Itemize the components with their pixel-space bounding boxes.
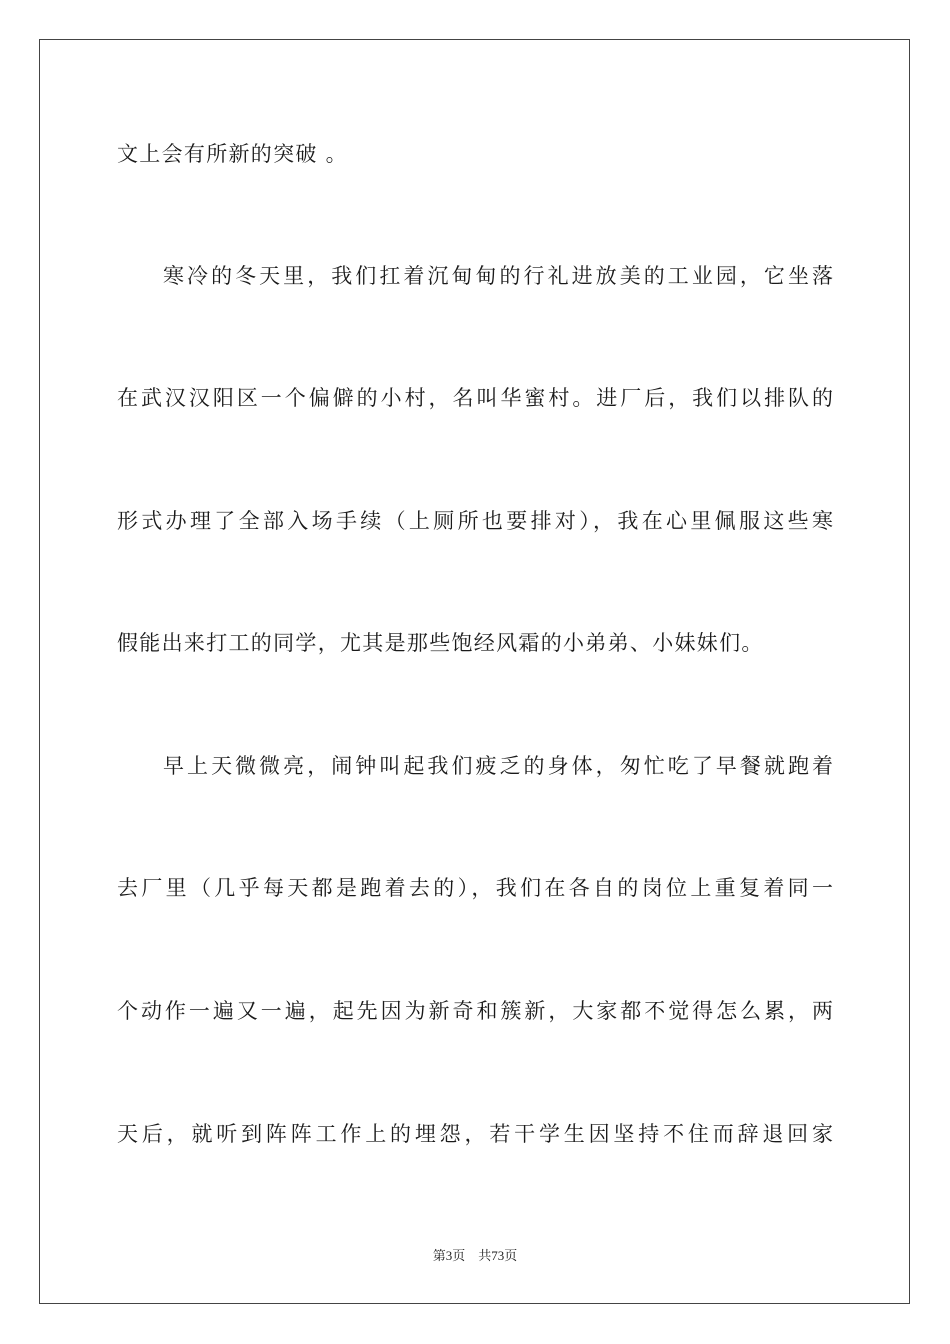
paragraph-line-8: 个动作一遍又一遍，起先因为新奇和簇新，大家都不觉得怎么累，两 (117, 999, 833, 1023)
paragraph-line-5: 假能出来打工的同学，尤其是那些饱经风霜的小弟弟、小妹妹们。 (117, 631, 764, 655)
page-number: 第3页 (432, 1248, 466, 1263)
page-total: 共73页 (478, 1248, 518, 1263)
paragraph-line-3: 在武汉汉阳区一个偏僻的小村，名叫华蜜村。进厂后，我们以排队的 (117, 386, 833, 410)
page-border (39, 39, 910, 1304)
paragraph-line-4: 形式办理了全部入场手续（上厕所也要排对），我在心里佩服这些寒 (117, 509, 833, 533)
page-footer (0, 1247, 950, 1265)
paragraph-line-6: 早上天微微亮，闹钟叫起我们疲乏的身体，匆忙吃了早餐就跑着 (163, 754, 833, 778)
paragraph-line-2: 寒冷的冬天里，我们扛着沉甸甸的行礼进放美的工业园，它坐落 (163, 264, 833, 288)
paragraph-line-7: 去厂里（几乎每天都是跑着去的），我们在各自的岗位上重复着同一 (117, 876, 833, 900)
paragraph-line-9: 天后，就听到阵阵工作上的埋怨，若干学生因坚持不住而辞退回家 (117, 1122, 833, 1146)
paragraph-line-1: 文上会有所新的突破 。 (117, 142, 348, 166)
